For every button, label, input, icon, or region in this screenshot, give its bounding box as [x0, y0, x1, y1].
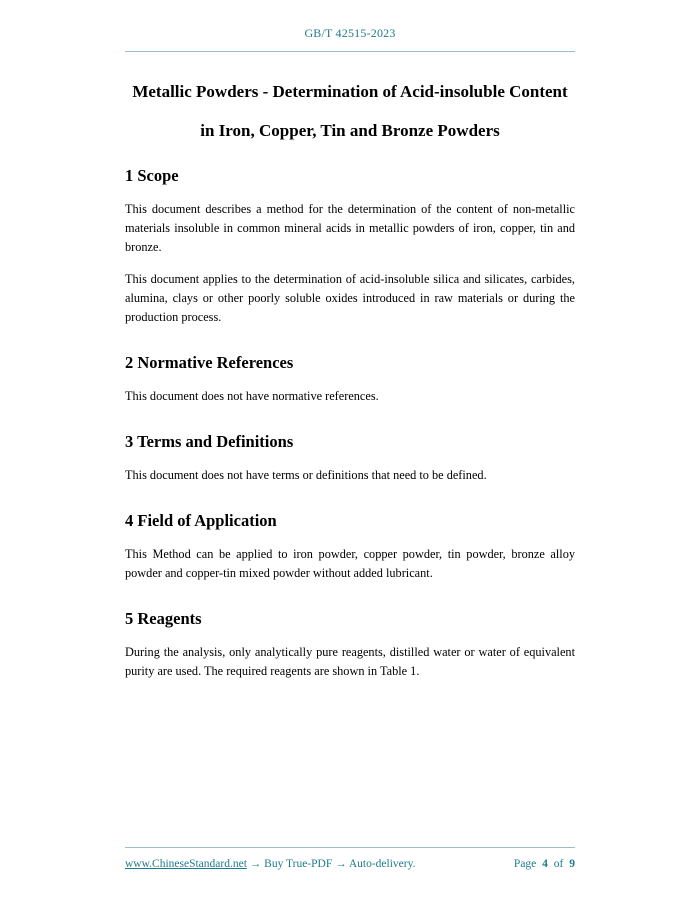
- paragraph: This document describes a method for the determination of the content of non-metallic materials insoluble in common mineral acids in metallic powders of iron, copper, tin and bronze.: [125, 201, 575, 254]
- paragraph: This document applies to the determination of acid-insoluble silica and silicates, carbides, alumina, clays or other poorly soluble oxides introduced in raw materials or during the production process.: [125, 271, 575, 325]
- paragraph: This document does not have normative references.: [125, 389, 379, 404]
- footer-divider: [125, 847, 575, 848]
- paragraph: This Method can be applied to iron powder, copper powder, tin powder, bronze alloy powder and copper-tin mixed powder without added lubricant.: [125, 547, 575, 581]
- title-line-2: in Iron, Copper, Tin and Bronze Powders: [200, 121, 500, 141]
- document-title: [125, 82, 575, 142]
- footer: [125, 847, 575, 870]
- of-label: of: [553, 858, 564, 870]
- page-label: Page: [513, 858, 537, 870]
- paragraph: During the analysis, only analytically pure reagents, distilled water or water of equivalent purity are used. The required reagents are shown in Table 1.: [125, 645, 575, 679]
- section-heading: 1 Scope: [125, 165, 179, 185]
- footer-link[interactable]: www.ChineseStandard.net: [125, 858, 247, 870]
- header-doc-number: GB/T 42515-2023: [304, 26, 396, 40]
- footer-tagline-text: → Buy True-PDF → Auto-delivery.: [246, 858, 416, 870]
- header-divider: [125, 51, 575, 52]
- section-terms-definitions: [125, 432, 575, 485]
- section-field-of-application: [125, 511, 575, 583]
- section-heading: 3 Terms and Definitions: [125, 432, 294, 452]
- paragraph: This document does not have terms or definitions that need to be defined.: [125, 468, 487, 483]
- section-reagents: [125, 609, 575, 681]
- title-line-1: Metallic Powders - Determination of Acid-insoluble Content: [132, 82, 568, 101]
- section-normative-references: [125, 353, 575, 406]
- section-heading: 5 Reagents: [125, 609, 202, 629]
- section-scope: [125, 166, 575, 327]
- page-indicator: [514, 858, 575, 870]
- section-heading: 4 Field of Application: [125, 511, 277, 531]
- section-heading: 2 Normative References: [125, 353, 294, 373]
- footer-tagline: [125, 858, 415, 870]
- page-total: 9: [569, 858, 575, 870]
- page-current: 4: [542, 858, 548, 870]
